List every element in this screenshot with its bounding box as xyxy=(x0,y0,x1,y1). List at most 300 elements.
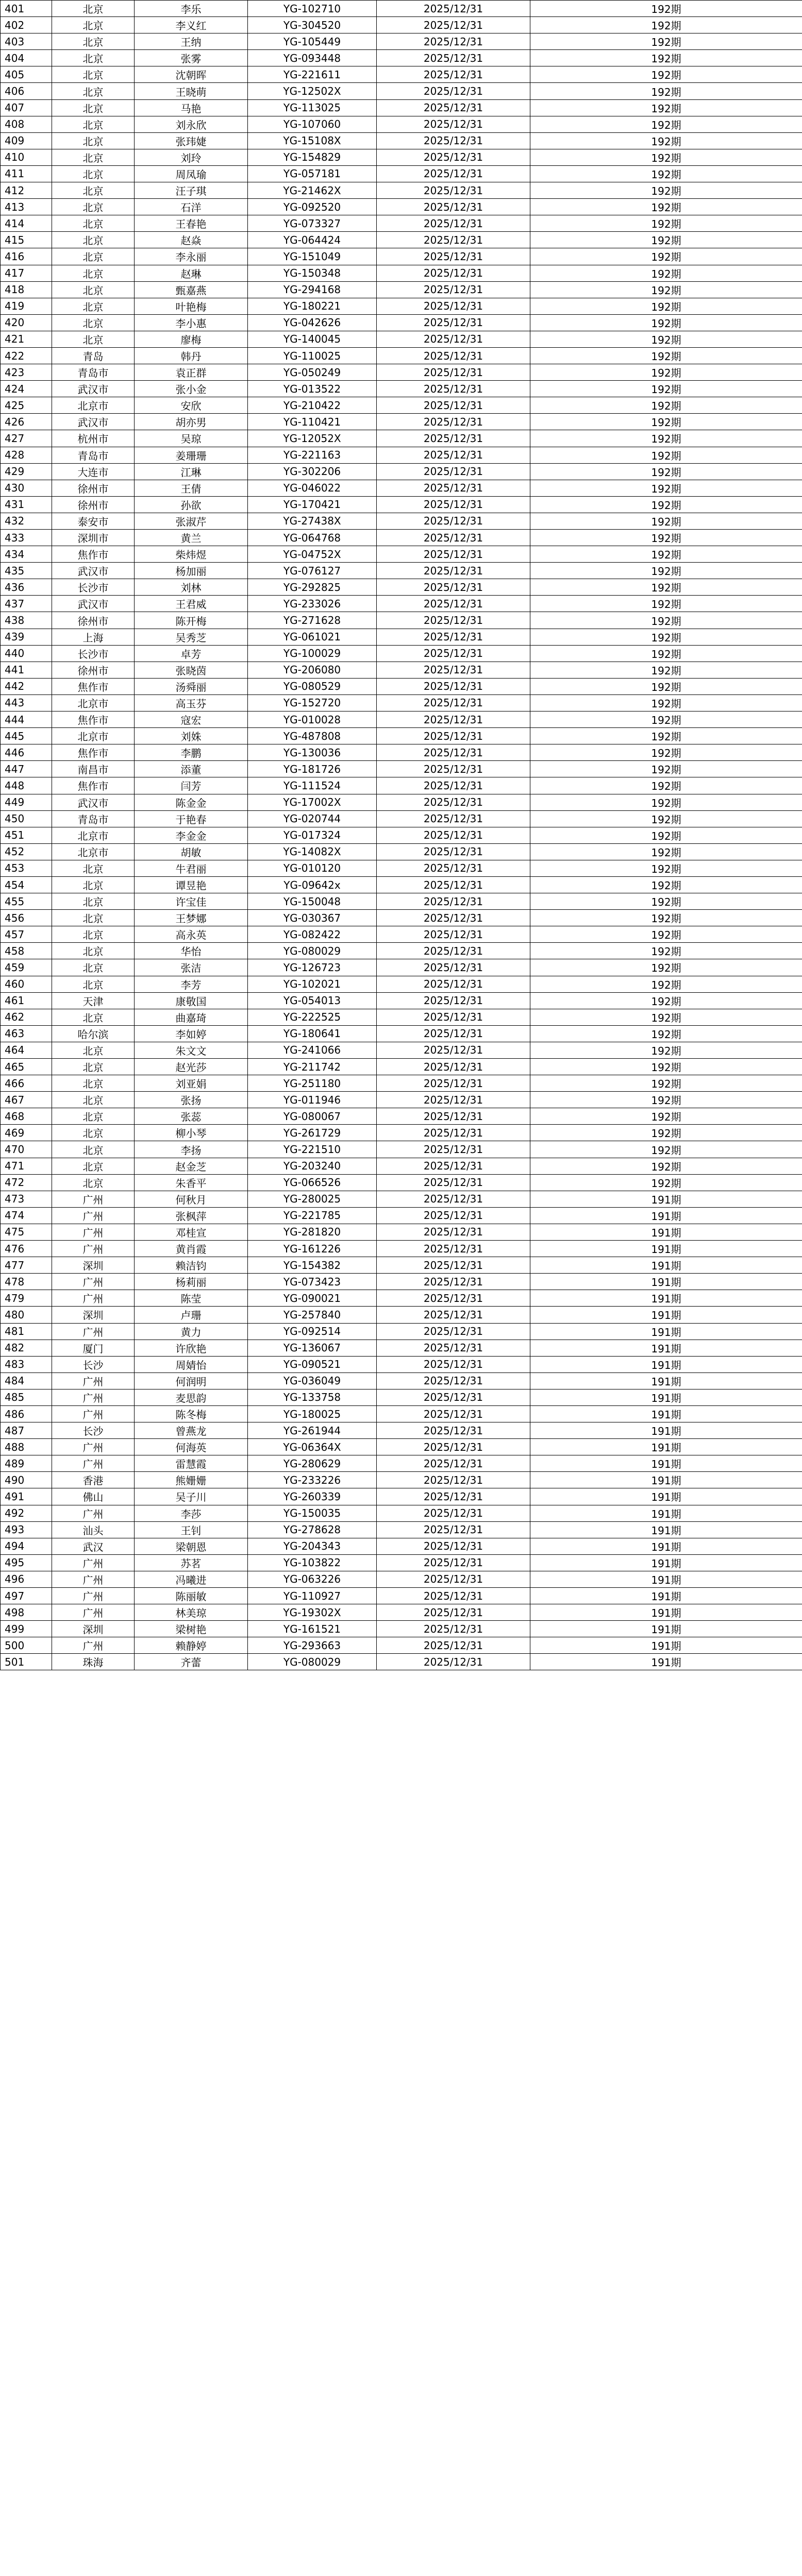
name-cell: 赵琳 xyxy=(135,265,248,281)
city-cell: 汕头 xyxy=(52,1521,135,1538)
date-cell: 2025/12/31 xyxy=(377,1257,530,1274)
code-cell: YG-304520 xyxy=(248,17,377,33)
name-cell: 周凤瑜 xyxy=(135,165,248,182)
table-row xyxy=(1,298,802,314)
row-number-cell: 402 xyxy=(1,17,52,33)
name-cell: 柴炜煜 xyxy=(135,546,248,563)
table-row xyxy=(1,1241,802,1257)
code-cell: YG-080029 xyxy=(248,943,377,959)
name-cell: 张洁 xyxy=(135,959,248,976)
row-number-cell: 406 xyxy=(1,83,52,99)
city-cell: 北京 xyxy=(52,33,135,50)
row-number-cell: 428 xyxy=(1,447,52,463)
city-cell: 广州 xyxy=(52,1405,135,1422)
table-row xyxy=(1,645,802,662)
table-row xyxy=(1,976,802,992)
row-number-cell: 499 xyxy=(1,1621,52,1637)
row-number-cell: 473 xyxy=(1,1191,52,1207)
row-number-cell: 468 xyxy=(1,1108,52,1125)
table-row xyxy=(1,1621,802,1637)
period-cell: 192期 xyxy=(530,364,802,381)
name-cell: 康敬国 xyxy=(135,992,248,1009)
name-cell: 曲嘉琦 xyxy=(135,1009,248,1025)
table-row xyxy=(1,1654,802,1670)
period-cell: 192期 xyxy=(530,83,802,99)
city-cell: 北京 xyxy=(52,1158,135,1174)
period-cell: 192期 xyxy=(530,331,802,347)
row-number-cell: 459 xyxy=(1,959,52,976)
name-cell: 陈开梅 xyxy=(135,612,248,629)
city-cell: 武汉 xyxy=(52,1538,135,1554)
row-number-cell: 466 xyxy=(1,1075,52,1092)
name-cell: 陈金金 xyxy=(135,794,248,810)
period-cell: 191期 xyxy=(530,1505,802,1521)
name-cell: 张扬 xyxy=(135,1092,248,1108)
code-cell: YG-140045 xyxy=(248,331,377,347)
date-cell: 2025/12/31 xyxy=(377,728,530,744)
name-cell: 王钊 xyxy=(135,1521,248,1538)
period-cell: 192期 xyxy=(530,1108,802,1125)
period-cell: 192期 xyxy=(530,1158,802,1174)
row-number-cell: 445 xyxy=(1,728,52,744)
row-number-cell: 431 xyxy=(1,496,52,513)
period-cell: 191期 xyxy=(530,1323,802,1340)
period-cell: 192期 xyxy=(530,381,802,397)
row-number-cell: 471 xyxy=(1,1158,52,1174)
table-row xyxy=(1,430,802,447)
row-number-cell: 482 xyxy=(1,1340,52,1356)
table-row xyxy=(1,149,802,165)
date-cell: 2025/12/31 xyxy=(377,1372,530,1389)
code-cell: YG-261729 xyxy=(248,1125,377,1141)
date-cell: 2025/12/31 xyxy=(377,66,530,83)
date-cell: 2025/12/31 xyxy=(377,1125,530,1141)
period-cell: 192期 xyxy=(530,430,802,447)
city-cell: 深圳 xyxy=(52,1257,135,1274)
table-row xyxy=(1,1604,802,1621)
code-cell: YG-221163 xyxy=(248,447,377,463)
code-cell: YG-15108X xyxy=(248,132,377,149)
city-cell: 广州 xyxy=(52,1588,135,1604)
name-cell: 黄兰 xyxy=(135,530,248,546)
name-cell: 闫芳 xyxy=(135,777,248,794)
city-cell: 广州 xyxy=(52,1439,135,1455)
code-cell: YG-180221 xyxy=(248,298,377,314)
table-row xyxy=(1,943,802,959)
table-row xyxy=(1,1158,802,1174)
date-cell: 2025/12/31 xyxy=(377,1290,530,1307)
code-cell: YG-126723 xyxy=(248,959,377,976)
date-cell: 2025/12/31 xyxy=(377,1422,530,1439)
date-cell: 2025/12/31 xyxy=(377,810,530,827)
period-cell: 192期 xyxy=(530,447,802,463)
row-number-cell: 500 xyxy=(1,1637,52,1654)
code-cell: YG-154382 xyxy=(248,1257,377,1274)
period-cell: 192期 xyxy=(530,149,802,165)
table-row xyxy=(1,1290,802,1307)
period-cell: 192期 xyxy=(530,678,802,694)
row-number-cell: 425 xyxy=(1,397,52,414)
row-number-cell: 456 xyxy=(1,910,52,926)
code-cell: YG-302206 xyxy=(248,463,377,480)
row-number-cell: 493 xyxy=(1,1521,52,1538)
row-number-cell: 462 xyxy=(1,1009,52,1025)
city-cell: 北京 xyxy=(52,1141,135,1158)
row-number-cell: 469 xyxy=(1,1125,52,1141)
code-cell: YG-054013 xyxy=(248,992,377,1009)
table-row xyxy=(1,992,802,1009)
row-number-cell: 447 xyxy=(1,761,52,777)
code-cell: YG-271628 xyxy=(248,612,377,629)
table-row xyxy=(1,1422,802,1439)
code-cell: YG-090021 xyxy=(248,1290,377,1307)
period-cell: 192期 xyxy=(530,810,802,827)
city-cell: 焦作市 xyxy=(52,744,135,761)
table-row xyxy=(1,612,802,629)
table-row xyxy=(1,331,802,347)
table-row xyxy=(1,728,802,744)
period-cell: 191期 xyxy=(530,1472,802,1488)
code-cell: YG-080029 xyxy=(248,1654,377,1670)
code-cell: YG-09642x xyxy=(248,876,377,893)
period-cell: 192期 xyxy=(530,314,802,331)
name-cell: 王梦娜 xyxy=(135,910,248,926)
table-row xyxy=(1,1307,802,1323)
name-cell: 刘永欣 xyxy=(135,116,248,132)
table-row xyxy=(1,711,802,728)
code-cell: YG-257840 xyxy=(248,1307,377,1323)
table-row xyxy=(1,910,802,926)
period-cell: 192期 xyxy=(530,926,802,943)
date-cell: 2025/12/31 xyxy=(377,1191,530,1207)
row-number-cell: 424 xyxy=(1,381,52,397)
date-cell: 2025/12/31 xyxy=(377,910,530,926)
code-cell: YG-080529 xyxy=(248,678,377,694)
city-cell: 焦作市 xyxy=(52,777,135,794)
date-cell: 2025/12/31 xyxy=(377,926,530,943)
name-cell: 杨莉丽 xyxy=(135,1274,248,1290)
period-cell: 191期 xyxy=(530,1637,802,1654)
row-number-cell: 417 xyxy=(1,265,52,281)
name-cell: 许欣艳 xyxy=(135,1340,248,1356)
name-cell: 袁正群 xyxy=(135,364,248,381)
table-row xyxy=(1,83,802,99)
table-row xyxy=(1,629,802,645)
period-cell: 191期 xyxy=(530,1356,802,1372)
code-cell: YG-181726 xyxy=(248,761,377,777)
period-cell: 191期 xyxy=(530,1554,802,1571)
name-cell: 孙欲 xyxy=(135,496,248,513)
table-row xyxy=(1,1274,802,1290)
period-cell: 192期 xyxy=(530,298,802,314)
city-cell: 北京 xyxy=(52,165,135,182)
name-cell: 王春艳 xyxy=(135,215,248,232)
period-cell: 191期 xyxy=(530,1274,802,1290)
date-cell: 2025/12/31 xyxy=(377,1009,530,1025)
date-cell: 2025/12/31 xyxy=(377,1472,530,1488)
table-row xyxy=(1,1174,802,1191)
name-cell: 周婧怡 xyxy=(135,1356,248,1372)
table-row xyxy=(1,794,802,810)
date-cell: 2025/12/31 xyxy=(377,1158,530,1174)
city-cell: 徐州市 xyxy=(52,496,135,513)
city-cell: 武汉市 xyxy=(52,596,135,612)
name-cell: 李扬 xyxy=(135,1141,248,1158)
date-cell: 2025/12/31 xyxy=(377,149,530,165)
name-cell: 江琳 xyxy=(135,463,248,480)
period-cell: 191期 xyxy=(530,1257,802,1274)
name-cell: 王君威 xyxy=(135,596,248,612)
city-cell: 广州 xyxy=(52,1637,135,1654)
name-cell: 吴子川 xyxy=(135,1488,248,1505)
code-cell: YG-102021 xyxy=(248,976,377,992)
code-cell: YG-170421 xyxy=(248,496,377,513)
date-cell: 2025/12/31 xyxy=(377,860,530,876)
name-cell: 沈朝晖 xyxy=(135,66,248,83)
name-cell: 甄嘉燕 xyxy=(135,281,248,298)
date-cell: 2025/12/31 xyxy=(377,33,530,50)
table-row xyxy=(1,1059,802,1075)
date-cell: 2025/12/31 xyxy=(377,1538,530,1554)
period-cell: 192期 xyxy=(530,347,802,364)
row-number-cell: 472 xyxy=(1,1174,52,1191)
date-cell: 2025/12/31 xyxy=(377,893,530,910)
row-number-cell: 420 xyxy=(1,314,52,331)
period-cell: 192期 xyxy=(530,1174,802,1191)
name-cell: 麦思韵 xyxy=(135,1389,248,1405)
row-number-cell: 413 xyxy=(1,199,52,215)
row-number-cell: 485 xyxy=(1,1389,52,1405)
name-cell: 李莎 xyxy=(135,1505,248,1521)
date-cell: 2025/12/31 xyxy=(377,364,530,381)
table-row xyxy=(1,1439,802,1455)
code-cell: YG-210422 xyxy=(248,397,377,414)
date-cell: 2025/12/31 xyxy=(377,530,530,546)
row-number-cell: 477 xyxy=(1,1257,52,1274)
row-number-cell: 421 xyxy=(1,331,52,347)
table-row xyxy=(1,530,802,546)
row-number-cell: 422 xyxy=(1,347,52,364)
table-row xyxy=(1,843,802,860)
period-cell: 191期 xyxy=(530,1191,802,1207)
period-cell: 192期 xyxy=(530,694,802,711)
period-cell: 192期 xyxy=(530,66,802,83)
name-cell: 胡敏 xyxy=(135,843,248,860)
code-cell: YG-12052X xyxy=(248,430,377,447)
table-row xyxy=(1,596,802,612)
row-number-cell: 484 xyxy=(1,1372,52,1389)
table-row xyxy=(1,1488,802,1505)
city-cell: 北京 xyxy=(52,99,135,116)
name-cell: 高玉芬 xyxy=(135,694,248,711)
period-cell: 192期 xyxy=(530,711,802,728)
city-cell: 深圳 xyxy=(52,1621,135,1637)
city-cell: 广州 xyxy=(52,1372,135,1389)
city-cell: 北京 xyxy=(52,1075,135,1092)
row-number-cell: 483 xyxy=(1,1356,52,1372)
period-cell: 192期 xyxy=(530,1125,802,1141)
city-cell: 北京 xyxy=(52,331,135,347)
code-cell: YG-222525 xyxy=(248,1009,377,1025)
name-cell: 李芳 xyxy=(135,976,248,992)
row-number-cell: 426 xyxy=(1,414,52,430)
row-number-cell: 453 xyxy=(1,860,52,876)
city-cell: 北京 xyxy=(52,1,135,17)
city-cell: 北京 xyxy=(52,910,135,926)
name-cell: 张晓茵 xyxy=(135,662,248,678)
name-cell: 吴秀芝 xyxy=(135,629,248,645)
name-cell: 林美琼 xyxy=(135,1604,248,1621)
date-cell: 2025/12/31 xyxy=(377,992,530,1009)
period-cell: 191期 xyxy=(530,1307,802,1323)
row-number-cell: 423 xyxy=(1,364,52,381)
code-cell: YG-233226 xyxy=(248,1472,377,1488)
row-number-cell: 444 xyxy=(1,711,52,728)
city-cell: 广州 xyxy=(52,1554,135,1571)
period-cell: 192期 xyxy=(530,480,802,496)
code-cell: YG-050249 xyxy=(248,364,377,381)
date-cell: 2025/12/31 xyxy=(377,1108,530,1125)
city-cell: 焦作市 xyxy=(52,546,135,563)
name-cell: 李永丽 xyxy=(135,248,248,265)
code-cell: YG-211742 xyxy=(248,1059,377,1075)
row-number-cell: 487 xyxy=(1,1422,52,1439)
date-cell: 2025/12/31 xyxy=(377,976,530,992)
city-cell: 北京 xyxy=(52,1125,135,1141)
city-cell: 北京 xyxy=(52,248,135,265)
period-cell: 192期 xyxy=(530,530,802,546)
city-cell: 青岛市 xyxy=(52,447,135,463)
period-cell: 192期 xyxy=(530,496,802,513)
name-cell: 汤舜丽 xyxy=(135,678,248,694)
city-cell: 深圳市 xyxy=(52,530,135,546)
table-row xyxy=(1,1323,802,1340)
date-cell: 2025/12/31 xyxy=(377,1554,530,1571)
code-cell: YG-063226 xyxy=(248,1571,377,1587)
city-cell: 深圳 xyxy=(52,1307,135,1323)
city-cell: 珠海 xyxy=(52,1654,135,1670)
date-cell: 2025/12/31 xyxy=(377,794,530,810)
row-number-cell: 434 xyxy=(1,546,52,563)
name-cell: 何海英 xyxy=(135,1439,248,1455)
period-cell: 192期 xyxy=(530,33,802,50)
code-cell: YG-278628 xyxy=(248,1521,377,1538)
date-cell: 2025/12/31 xyxy=(377,1405,530,1422)
row-number-cell: 443 xyxy=(1,694,52,711)
period-cell: 192期 xyxy=(530,827,802,843)
period-cell: 192期 xyxy=(530,761,802,777)
period-cell: 191期 xyxy=(530,1604,802,1621)
date-cell: 2025/12/31 xyxy=(377,1621,530,1637)
row-number-cell: 446 xyxy=(1,744,52,761)
city-cell: 佛山 xyxy=(52,1488,135,1505)
table-row xyxy=(1,1356,802,1372)
period-cell: 192期 xyxy=(530,1,802,17)
code-cell: YG-281820 xyxy=(248,1224,377,1240)
row-number-cell: 454 xyxy=(1,876,52,893)
row-number-cell: 442 xyxy=(1,678,52,694)
table-row xyxy=(1,662,802,678)
period-cell: 191期 xyxy=(530,1389,802,1405)
city-cell: 长沙 xyxy=(52,1422,135,1439)
name-cell: 高永英 xyxy=(135,926,248,943)
date-cell: 2025/12/31 xyxy=(377,596,530,612)
name-cell: 刘亚娟 xyxy=(135,1075,248,1092)
table-row xyxy=(1,1372,802,1389)
date-cell: 2025/12/31 xyxy=(377,314,530,331)
code-cell: YG-046022 xyxy=(248,480,377,496)
city-cell: 北京市 xyxy=(52,827,135,843)
date-cell: 2025/12/31 xyxy=(377,513,530,529)
row-number-cell: 457 xyxy=(1,926,52,943)
table-row xyxy=(1,1025,802,1042)
date-cell: 2025/12/31 xyxy=(377,645,530,662)
date-cell: 2025/12/31 xyxy=(377,331,530,347)
name-cell: 廖梅 xyxy=(135,331,248,347)
row-number-cell: 404 xyxy=(1,50,52,66)
city-cell: 北京 xyxy=(52,893,135,910)
name-cell: 刘林 xyxy=(135,579,248,596)
code-cell: YG-260339 xyxy=(248,1488,377,1505)
table-row xyxy=(1,1,802,17)
code-cell: YG-057181 xyxy=(248,165,377,182)
code-cell: YG-280629 xyxy=(248,1455,377,1472)
period-cell: 192期 xyxy=(530,860,802,876)
table-row xyxy=(1,199,802,215)
date-cell: 2025/12/31 xyxy=(377,99,530,116)
row-number-cell: 448 xyxy=(1,777,52,794)
name-cell: 赖静婷 xyxy=(135,1637,248,1654)
table-row xyxy=(1,1455,802,1472)
table-row xyxy=(1,215,802,232)
name-cell: 齐蕾 xyxy=(135,1654,248,1670)
name-cell: 刘玲 xyxy=(135,149,248,165)
row-number-cell: 432 xyxy=(1,513,52,529)
name-cell: 李如婷 xyxy=(135,1025,248,1042)
table-row xyxy=(1,397,802,414)
table-row xyxy=(1,1637,802,1654)
row-number-cell: 418 xyxy=(1,281,52,298)
row-number-cell: 433 xyxy=(1,530,52,546)
row-number-cell: 419 xyxy=(1,298,52,314)
city-cell: 北京市 xyxy=(52,843,135,860)
date-cell: 2025/12/31 xyxy=(377,281,530,298)
row-number-cell: 458 xyxy=(1,943,52,959)
name-cell: 冯曦进 xyxy=(135,1571,248,1587)
name-cell: 赖洁钧 xyxy=(135,1257,248,1274)
code-cell: YG-064768 xyxy=(248,530,377,546)
table-row xyxy=(1,893,802,910)
row-number-cell: 430 xyxy=(1,480,52,496)
name-cell: 梁树艳 xyxy=(135,1621,248,1637)
table-row xyxy=(1,1191,802,1207)
name-cell: 马艳 xyxy=(135,99,248,116)
period-cell: 192期 xyxy=(530,182,802,199)
date-cell: 2025/12/31 xyxy=(377,1521,530,1538)
table-row xyxy=(1,314,802,331)
code-cell: YG-221510 xyxy=(248,1141,377,1158)
date-cell: 2025/12/31 xyxy=(377,248,530,265)
code-cell: YG-082422 xyxy=(248,926,377,943)
table-row xyxy=(1,480,802,496)
row-number-cell: 490 xyxy=(1,1472,52,1488)
table-row xyxy=(1,761,802,777)
date-cell: 2025/12/31 xyxy=(377,347,530,364)
name-cell: 何润明 xyxy=(135,1372,248,1389)
table-row xyxy=(1,959,802,976)
table-row xyxy=(1,1405,802,1422)
date-cell: 2025/12/31 xyxy=(377,165,530,182)
